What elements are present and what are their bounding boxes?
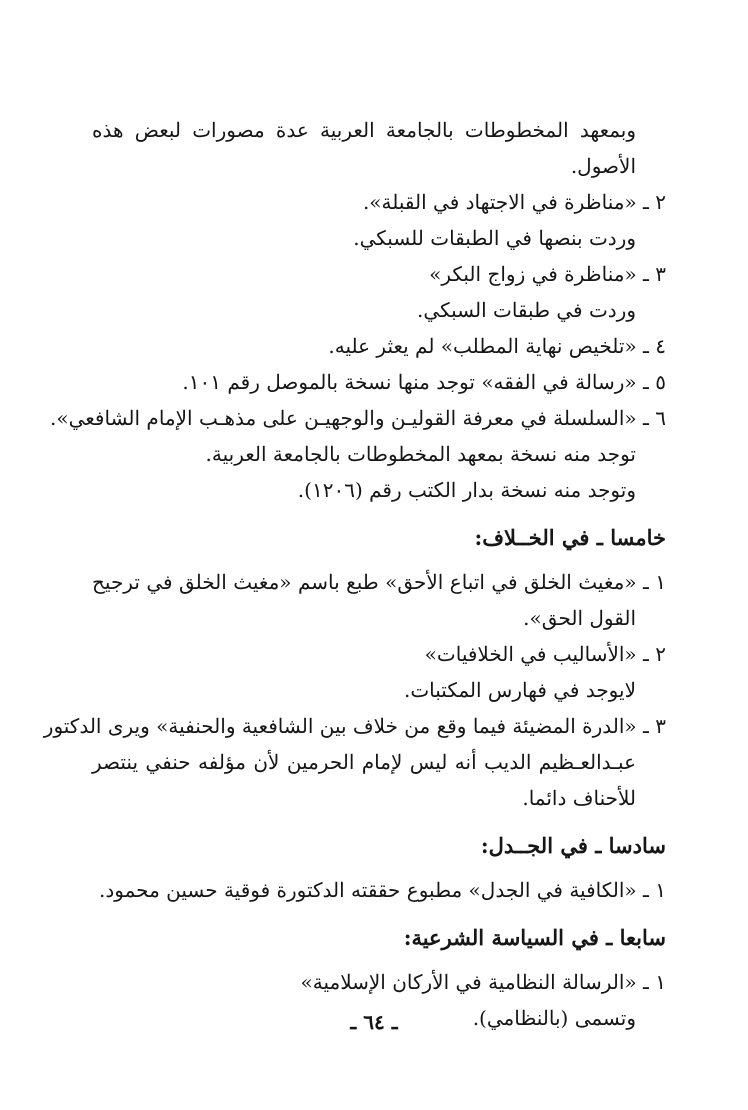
page-body (43, 112, 666, 1036)
list-item: ٥ ـ «رسالة في الفقه» توجد منها نسخة بالموصل رقم ١٠١. (182, 370, 666, 394)
list-item: ٣ ـ «مناظرة في زواج البكر» (429, 262, 666, 286)
text-line: للأحناف دائما. (522, 786, 636, 810)
text-line: لايوجد في فهارس المكتبات. (403, 678, 636, 702)
section-heading: خامسا ـ في الخــلاف: (474, 525, 666, 550)
text-line: وبمعهد المخطوطات بالجامعة العربية عدة مصورات لبعض هذه (92, 118, 636, 142)
page-number: ـ ٦٤ ـ (350, 1010, 398, 1034)
list-item: ١ ـ «مغيث الخلق في اتباع الأحق» طبع باسم «مغيث الخلق في ترجيح (92, 570, 666, 594)
list-item: ١ ـ «الكافية في الجدل» مطبوع حققته الدكتورة فوقية حسين محمود. (99, 878, 666, 902)
text-line: وردت في طبقات السبكي. (417, 298, 636, 322)
list-item: ٣ ـ «الدرة المضيئة فيما وقع من خلاف بين الشافعية والحنفية» ويرى الدكتور (43, 714, 666, 738)
list-item: ٤ ـ «تلخيص نهاية المطلب» لم يعثر عليه. (328, 334, 666, 358)
text-line: وتسمى (بالنظامي). (472, 1006, 636, 1030)
section-heading: سادسا ـ في الجــدل: (480, 833, 666, 858)
list-item: ٢ ـ «الأساليب في الخلافيات» (424, 642, 666, 666)
text-line: توجد منه نسخة بمعهد المخطوطات بالجامعة العربية. (205, 442, 636, 466)
list-item: ٦ ـ «السلسلة في معرفة القوليـن والوجهيـن على مذهـب الإمام الشافعي». (50, 406, 666, 430)
text-line: الأصول. (570, 154, 636, 178)
list-item: ١ ـ «الرسالة النظامية في الأركان الإسلامية» (300, 970, 666, 994)
section-heading: سابعا ـ في السياسة الشرعية: (403, 925, 666, 950)
text-line: وتوجد منه نسخة بدار الكتب رقم (١٢٠٦). (297, 478, 636, 502)
text-line: عبـدالعـظيم الديب أنه ليس لإمام الحرمين لأن مؤلفه حنفي ينتصر (92, 750, 636, 774)
list-item: ٢ ـ «مناظرة في الاجتهاد في القبلة». (362, 190, 666, 214)
text-line: القول الحق». (523, 606, 636, 630)
text-line: وردت بنصها في الطبقات للسبكي. (353, 226, 636, 250)
